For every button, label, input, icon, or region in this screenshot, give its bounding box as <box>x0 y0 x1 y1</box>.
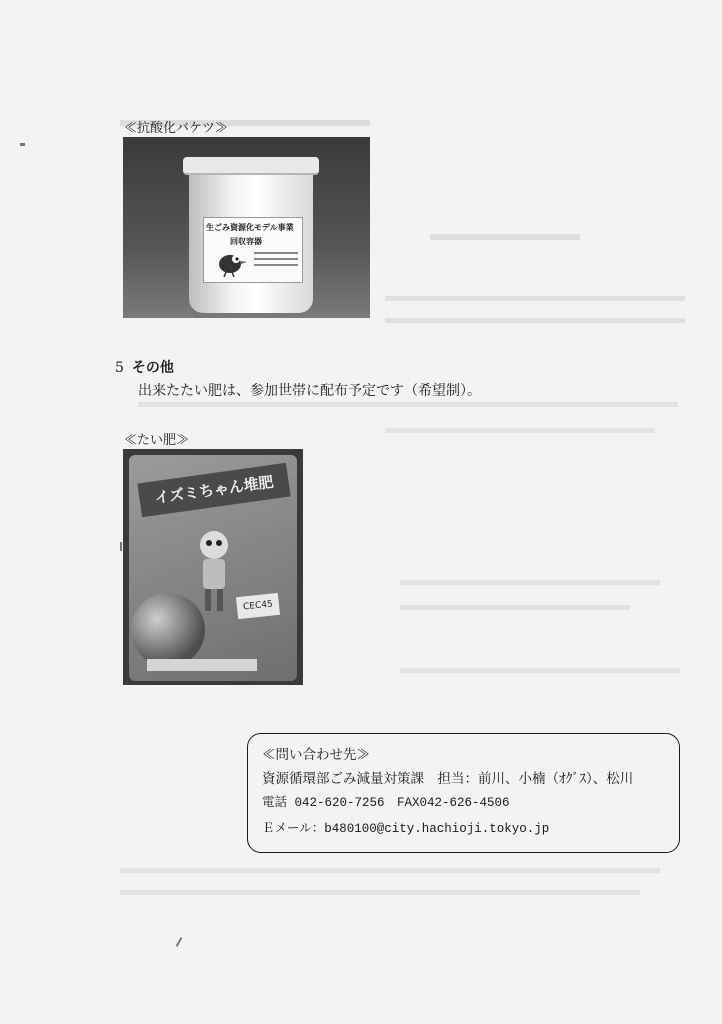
bucket-rim <box>183 157 319 175</box>
bleed-through-text <box>385 318 685 323</box>
bleed-through-text <box>400 605 630 610</box>
compost-photo <box>123 449 303 685</box>
bleed-through-text <box>138 402 678 407</box>
bucket-caption: ≪抗酸化バケツ≫ <box>124 121 228 136</box>
bleed-through-text <box>400 580 660 585</box>
section-number: 5 <box>115 360 124 376</box>
scan-mark <box>20 143 25 146</box>
contact-title: ≪問い合わせ先≫ <box>262 747 370 763</box>
mascot-figure-icon <box>189 525 239 615</box>
scan-mark <box>176 937 183 947</box>
bleed-through-text <box>385 428 655 433</box>
bleed-through-text <box>400 668 680 673</box>
contact-box <box>247 733 680 853</box>
contact-email[interactable]: Ｅメール：b480100@city.hachioji.tokyo.jp <box>262 822 550 836</box>
bleed-through-text <box>120 868 660 873</box>
bird-mascot-icon <box>214 248 248 278</box>
bleed-through-text <box>385 296 685 301</box>
section-title: その他 <box>131 360 174 376</box>
bag-title: イズミちゃん堆肥 <box>137 463 290 518</box>
contact-phone: 電話 042-620-7256 FAX042-626-4506 <box>262 796 510 810</box>
bucket-label-line1: 生ごみ資源化モデル事業 <box>206 223 294 232</box>
bucket-label-line2: 回収容器 <box>230 237 262 246</box>
bag-footer-strip <box>147 659 257 671</box>
bleed-through-text <box>430 234 580 240</box>
bucket-photo <box>123 137 370 318</box>
label-text-lines <box>254 252 298 270</box>
bag-badge: CEC45 <box>236 593 280 619</box>
bag-globe-graphic <box>131 593 205 667</box>
section-5-heading <box>115 357 174 377</box>
section-5-body: 出来たたい肥は、参加世帯に配布予定です（希望制）。 <box>138 383 481 399</box>
bucket-label <box>203 217 303 283</box>
compost-bag <box>129 455 297 681</box>
contact-department: 資源循環部ごみ減量対策課 担当：前川、小楠（ｵｸﾞｽ）、松川 <box>262 771 634 787</box>
compost-caption: ≪たい肥≫ <box>124 433 190 448</box>
scan-mark <box>120 542 122 551</box>
bleed-through-text <box>120 890 640 895</box>
